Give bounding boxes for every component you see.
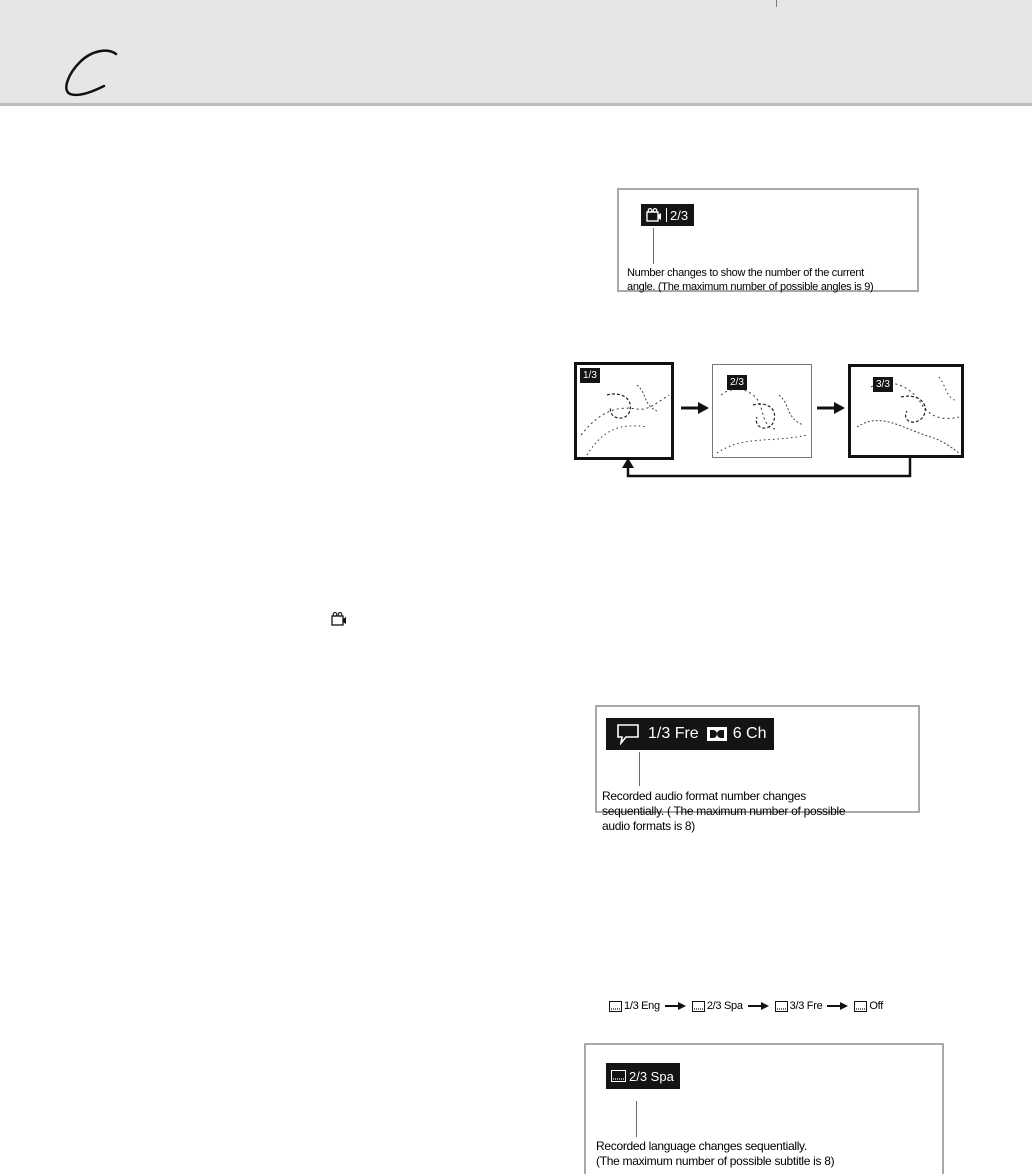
- dolby-digital-icon: [707, 727, 727, 741]
- page-fold-tick: [776, 0, 777, 7]
- header-divider: [0, 103, 1032, 106]
- angle-frame: [574, 362, 674, 460]
- subtitle-caption-line: (The maximum number of possible subtitle is 8): [596, 1154, 835, 1168]
- audio-osd-panel: [595, 705, 920, 833]
- subtitle-caption: [596, 1139, 834, 1169]
- right-arrow-icon: [665, 1001, 687, 1011]
- angle-caption-line: angle. (The maximum number of possible angles is 9): [627, 281, 874, 293]
- angle-frame: [712, 364, 812, 458]
- subtitle-icon: [854, 1001, 867, 1012]
- subtitle-sequence-text: 1/3 Eng: [624, 1000, 660, 1012]
- subtitle-icon: [611, 1070, 626, 1082]
- angle-leader-line: [653, 228, 654, 264]
- subtitle-leader-line: [636, 1101, 637, 1137]
- scene-sketch-icon: [851, 367, 961, 455]
- angle-osd-value: 2/3: [670, 207, 689, 223]
- subtitle-sequence-item: [854, 1000, 883, 1012]
- angle-caption: [627, 266, 873, 294]
- camera-angle-icon: [646, 208, 662, 222]
- script-c-mark-icon: [58, 46, 128, 102]
- subtitle-sequence-item: [775, 1000, 823, 1012]
- subtitle-osd-value: 2/3 Spa: [629, 1068, 674, 1084]
- subtitle-sequence-text: 2/3 Spa: [706, 1000, 743, 1012]
- frame-label-text: 2/3: [730, 377, 744, 388]
- subtitle-icon: [775, 1001, 788, 1012]
- audio-osd: [606, 718, 774, 750]
- subtitle-caption-line: Recorded language changes sequentially.: [596, 1139, 807, 1153]
- subtitle-sequence-item: [692, 1000, 743, 1012]
- subtitle-icon: [609, 1001, 622, 1012]
- angle-frame-label: [727, 375, 747, 390]
- right-arrow-icon: [680, 400, 710, 416]
- right-arrow-icon: [748, 1001, 770, 1011]
- angle-frame-label: [580, 368, 600, 383]
- subtitle-osd-panel: [584, 1043, 944, 1174]
- audio-leader-line: [639, 752, 640, 786]
- angle-osd: [641, 204, 694, 226]
- subtitle-sequence: [609, 1000, 883, 1012]
- subtitle-icon: [692, 1001, 705, 1012]
- right-arrow-icon: [816, 400, 846, 416]
- speech-bubble-icon: [616, 723, 640, 745]
- audio-caption-line: Recorded audio format number changes: [602, 789, 806, 803]
- subtitle-sequence-text: Off: [869, 1000, 883, 1012]
- frame-label-text: 3/3: [876, 379, 890, 390]
- audio-caption: [602, 789, 845, 834]
- angle-frame-label: [873, 377, 893, 392]
- frame-label-text: 1/3: [583, 370, 597, 381]
- angle-frame: [848, 364, 964, 458]
- header-band: [0, 0, 1032, 103]
- right-arrow-icon: [827, 1001, 849, 1011]
- angle-osd-panel: [617, 188, 919, 292]
- audio-channels: 6 Ch: [732, 725, 767, 742]
- subtitle-osd: [606, 1063, 680, 1089]
- subtitle-sequence-item: [609, 1000, 660, 1012]
- angle-caption-line: Number changes to show the number of the current: [627, 267, 864, 279]
- camera-angle-icon: [331, 612, 347, 626]
- loop-back-arrow-icon: [620, 456, 916, 480]
- audio-osd-value: 1/3 Fre: [648, 725, 699, 742]
- subtitle-sequence-text: 3/3 Fre: [789, 1000, 823, 1012]
- audio-caption-line: audio formats is 8): [602, 819, 696, 833]
- audio-caption-line: sequentially. ( The maximum number of possible: [602, 804, 846, 818]
